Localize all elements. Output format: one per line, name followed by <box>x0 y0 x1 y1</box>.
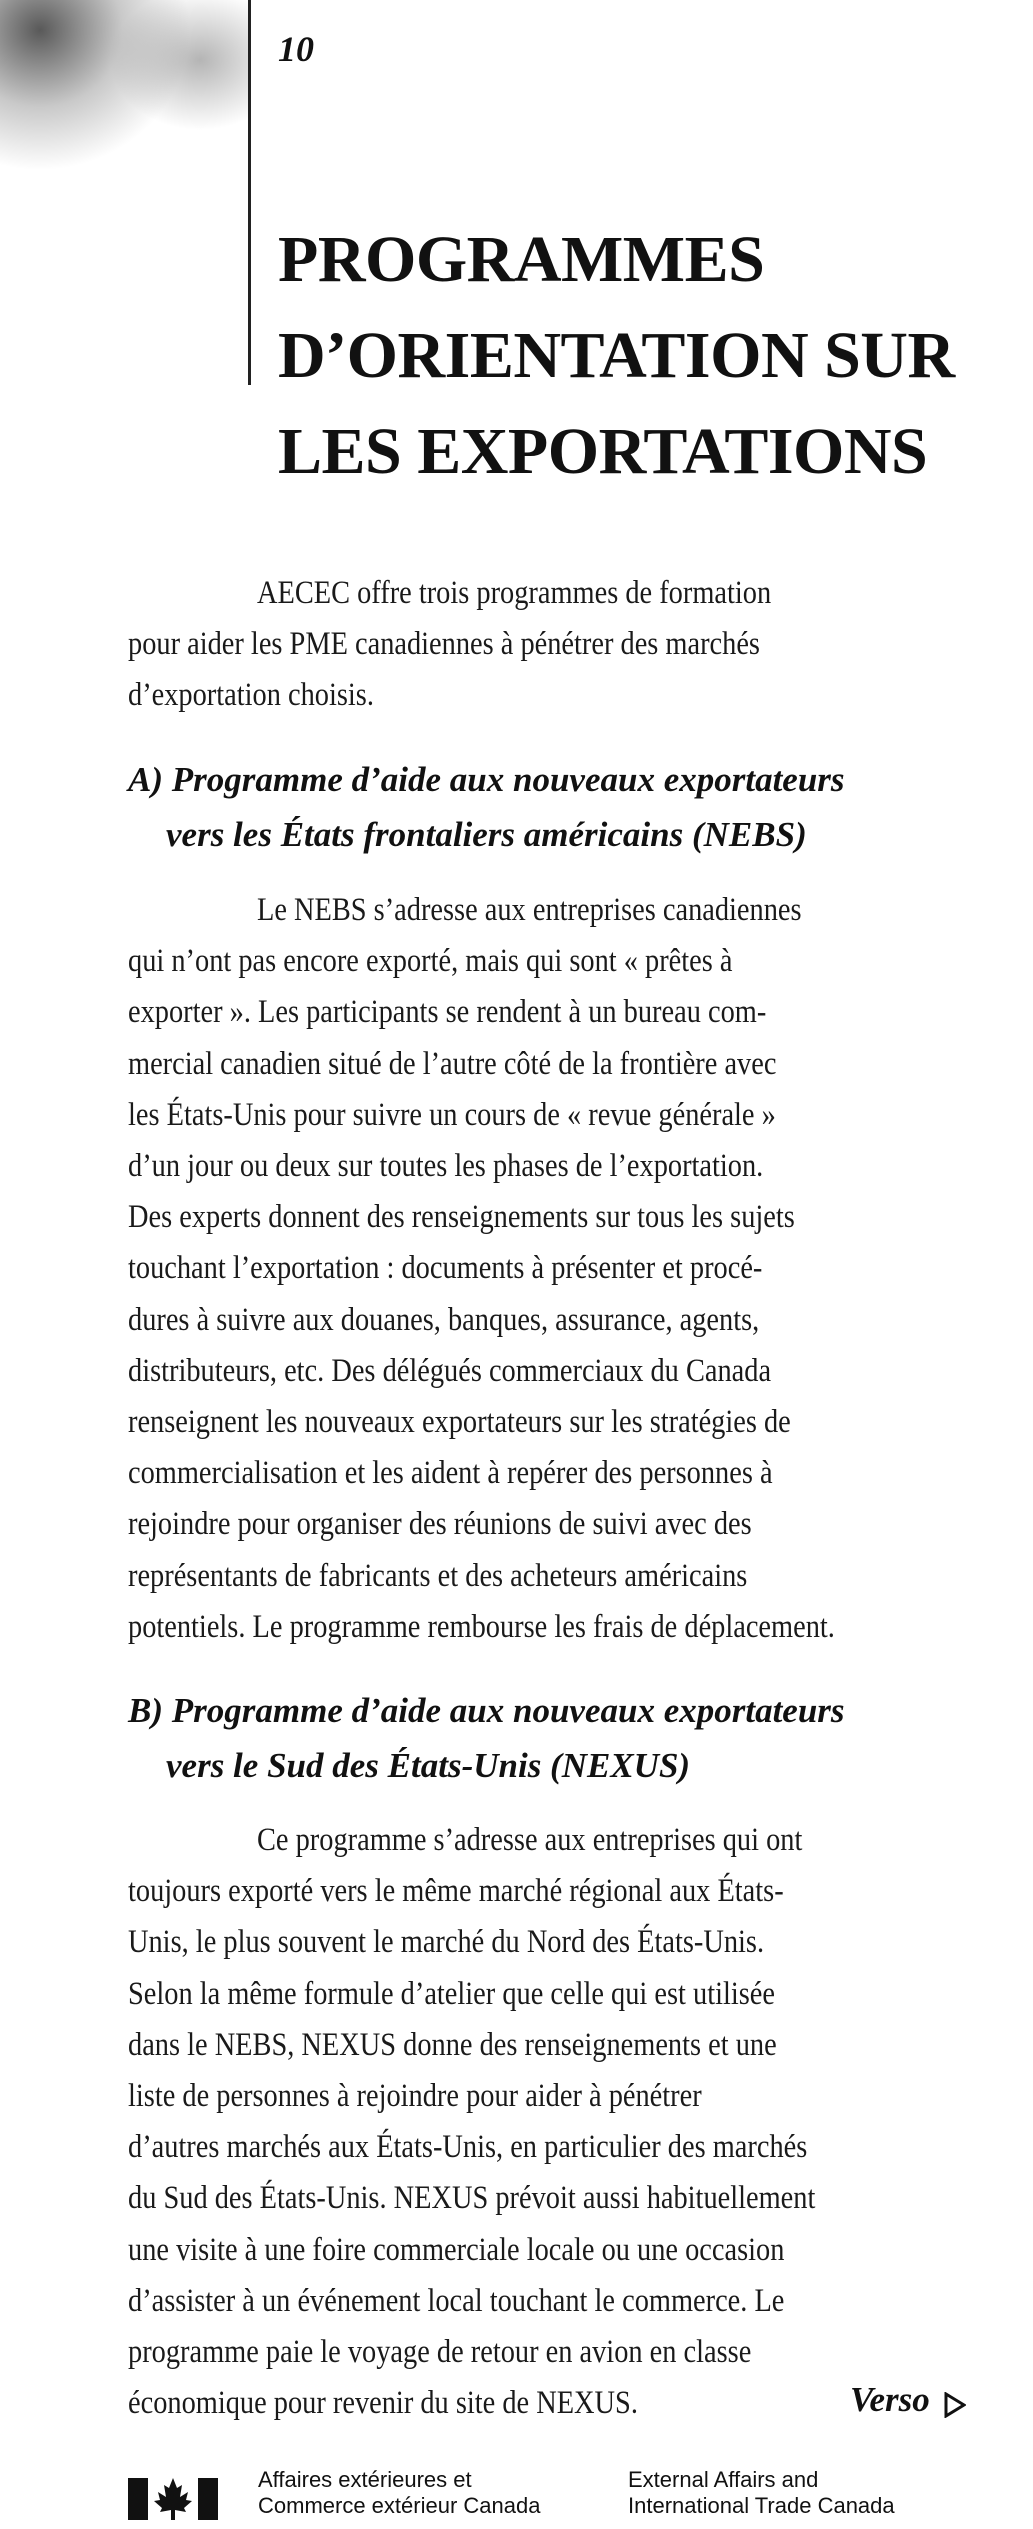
body-line: distributeurs, etc. Des délégués commerciaux du Canada <box>128 1352 772 1389</box>
body-line: exporter ». Les participants se rendent à un bureau com- <box>128 994 767 1031</box>
body-line: dans le NEBS, NEXUS donne des renseignements et une <box>128 2026 777 2063</box>
title-line-1: PROGRAMMES <box>278 223 765 296</box>
intro-paragraph <box>128 568 1005 722</box>
heading-line: B) Programme d’aide aux nouveaux exportateurs <box>128 1691 845 1730</box>
ministry-line: External Affairs and <box>628 2467 819 2492</box>
body-line: économique pour revenir du site de NEXUS. <box>128 2385 638 2422</box>
heading-line: vers le Sud des États-Unis (NEXUS) <box>166 1746 691 1785</box>
margin-rule <box>248 0 251 385</box>
triangle-right-icon <box>944 2387 966 2413</box>
body-line: du Sud des États-Unis. NEXUS prévoit aussi habituellement <box>128 2180 816 2217</box>
scan-shadow <box>0 0 250 320</box>
body-line: potentiels. Le programme rembourse les frais de déplacement. <box>128 1608 835 1645</box>
body-line: renseignent les nouveaux exportateurs sur les stratégies de <box>128 1404 791 1441</box>
ministry-name-en <box>628 2467 895 2519</box>
page-number: 10 <box>278 29 314 69</box>
section-a-heading <box>128 752 845 862</box>
body-line: qui n’ont pas encore exporté, mais qui sont « prêtes à <box>128 943 733 980</box>
page-title <box>278 212 955 500</box>
body-line: les États-Unis pour suivre un cours de « revue générale » <box>128 1096 776 1133</box>
heading-line: vers les États frontaliers américains (NEBS) <box>166 815 807 854</box>
body-line: une visite à une foire commerciale locale ou une occasion <box>128 2231 785 2268</box>
body-line: toujours exporté vers le même marché régional aux États- <box>128 1873 784 1910</box>
body-line: Unis, le plus souvent le marché du Nord des États-Unis. <box>128 1924 765 1961</box>
intro-line: d’exportation choisis. <box>128 677 374 714</box>
verso-link[interactable] <box>850 2380 966 2420</box>
ministry-name-fr <box>258 2467 540 2519</box>
ministry-line: International Trade Canada <box>628 2493 895 2518</box>
title-line-2: D’ORIENTATION SUR <box>278 319 955 392</box>
body-line: Des experts donnent des renseignements sur tous les sujets <box>128 1199 795 1236</box>
intro-line: pour aider les PME canadiennes à pénétrer des marchés <box>128 626 760 663</box>
body-line: programme paie le voyage de retour en avion en classe <box>128 2334 752 2371</box>
heading-line: A) Programme d’aide aux nouveaux exportateurs <box>128 760 845 799</box>
body-line: d’un jour ou deux sur toutes les phases de l’exportation. <box>128 1148 764 1185</box>
body-line: liste de personnes à rejoindre pour aider à pénétrer <box>128 2078 702 2115</box>
title-line-3: LES EXPORTATIONS <box>278 415 928 488</box>
section-b-body <box>128 1815 1005 2429</box>
body-line: d’autres marchés aux États-Unis, en particulier des marchés <box>128 2129 808 2166</box>
body-line: mercial canadien situé de l’autre côté de la frontière avec <box>128 1045 777 1082</box>
ministry-line: Affaires extérieures et <box>258 2467 472 2492</box>
body-line: touchant l’exportation : documents à présenter et procé- <box>128 1250 763 1287</box>
section-a-body <box>128 885 1005 1653</box>
intro-line: AECEC offre trois programmes de formation <box>257 575 772 611</box>
body-line: représentants de fabricants et des acheteurs américains <box>128 1557 748 1594</box>
body-line: Le NEBS s’adresse aux entreprises canadiennes <box>257 892 802 928</box>
ministry-line: Commerce extérieur Canada <box>258 2493 541 2518</box>
body-line: dures à suivre aux douanes, banques, assurance, agents, <box>128 1301 760 1338</box>
verso-label: Verso <box>850 2380 930 2419</box>
body-line: d’assister à un événement local touchant le commerce. Le <box>128 2282 785 2319</box>
body-line: rejoindre pour organiser des réunions de suivi avec des <box>128 1506 752 1543</box>
body-line: commercialisation et les aident à repérer des personnes à <box>128 1455 773 1492</box>
canada-flag-logo <box>128 2474 218 2524</box>
body-line: Ce programme s’adresse aux entreprises qui ont <box>257 1822 803 1858</box>
body-line: Selon la même formule d’atelier que celle qui est utilisée <box>128 1975 776 2012</box>
section-b-heading <box>128 1683 845 1793</box>
